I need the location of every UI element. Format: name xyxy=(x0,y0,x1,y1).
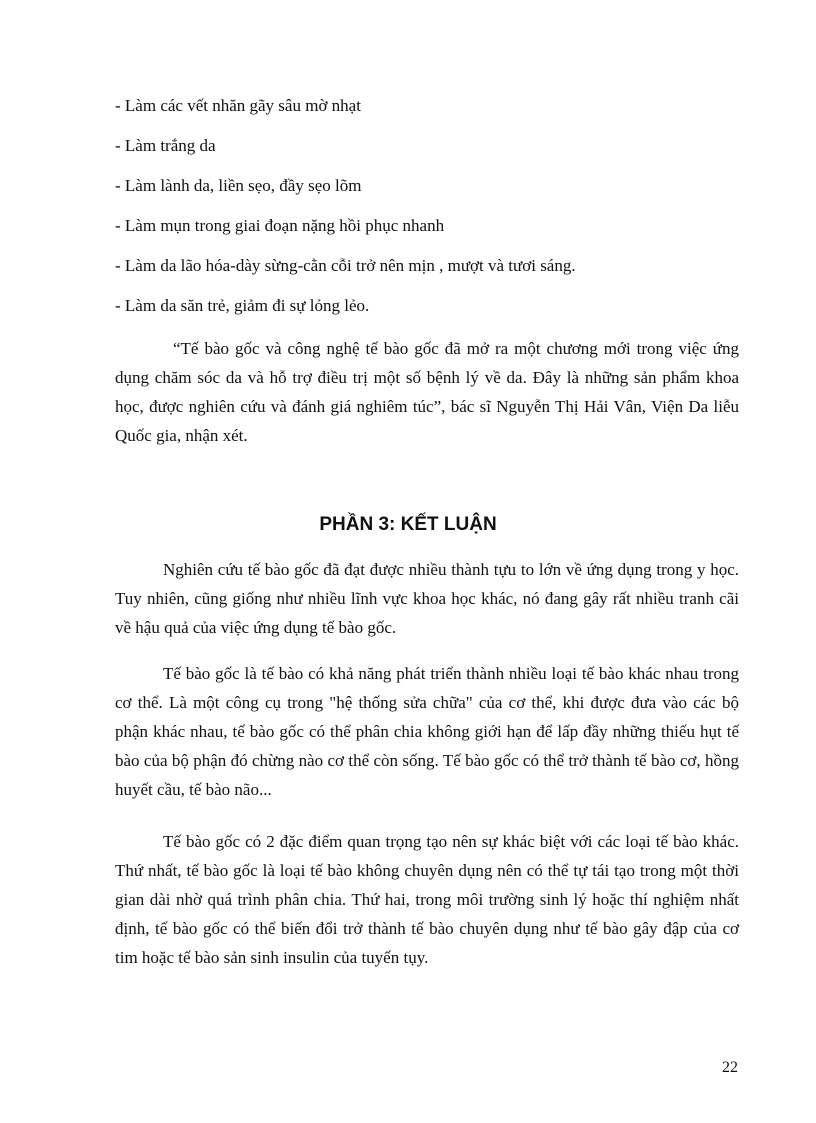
quote-paragraph: “Tế bào gốc và công nghệ tế bào gốc đã mở ra một chương mới trong việc ứng dụng chăm sóc da và hỗ trợ điều trị một số bệnh lý về da. Đây là những sản phẩm khoa học, được nghiên cứu và đánh giá nghiêm túc”, bác sĩ Nguyễn Thị Hải Vân, Viện Da liễu Quốc gia, nhận xét. xyxy=(115,339,739,445)
body-paragraph: Tế bào gốc là tế bào có khả năng phát triển thành nhiều loại tế bào khác nhau trong cơ thể. Là một công cụ trong "hệ thống sửa chữa" của cơ thể, khi được đưa vào các bộ phận khác nhau, tế bào gốc có thể phân chia không giới hạn để lấp đầy những thiếu hụt tế bào của bộ phận đó chừng nào cơ thể còn sống. Tế bào gốc có thể trở thành tế bào cơ, hồng huyết cầu, tế bào não... xyxy=(115,664,739,799)
bullet-item: - Làm da lão hóa-dày sừng-cằn cỗi trở nên mịn , mượt và tươi sáng. xyxy=(115,256,576,275)
bullet-item: - Làm trắng da xyxy=(115,136,216,155)
body-paragraph: Nghiên cứu tế bào gốc đã đạt được nhiều thành tựu to lớn về ứng dụng trong y học. Tuy nhiên, cũng giống như nhiều lĩnh vực khoa học khác, nó đang gây rất nhiều tranh cãi về hậu quả của việc ứng dụng tế bào gốc. xyxy=(115,560,739,637)
bullet-item: - Làm các vết nhăn gãy sâu mờ nhạt xyxy=(115,96,361,115)
body-paragraph: Tế bào gốc có 2 đặc điểm quan trọng tạo nên sự khác biệt với các loại tế bào khác. Thứ nhất, tế bào gốc là loại tế bào không chuyên dụng nên có thể tự tái tạo trong một thời gian dài nhờ quá trình phân chia. Thứ hai, trong môi trường sinh lý hoặc thí nghiệm nhất định, tế bào gốc có thể biến đổi trở thành tế bào chuyên dụng như tế bào gây đập của cơ tim hoặc tế bào sản sinh insulin của tuyến tụy. xyxy=(115,832,739,967)
bullet-item: - Làm mụn trong giai đoạn nặng hồi phục nhanh xyxy=(115,216,445,235)
page-number: 22 xyxy=(722,1059,738,1076)
bullet-item: - Làm da săn trẻ, giảm đi sự lỏng lẻo. xyxy=(115,296,370,315)
section-heading: PHẦN 3: KẾT LUẬN xyxy=(319,514,497,535)
bullet-item: - Làm lành da, liền sẹo, đầy sẹo lõm xyxy=(115,176,362,195)
